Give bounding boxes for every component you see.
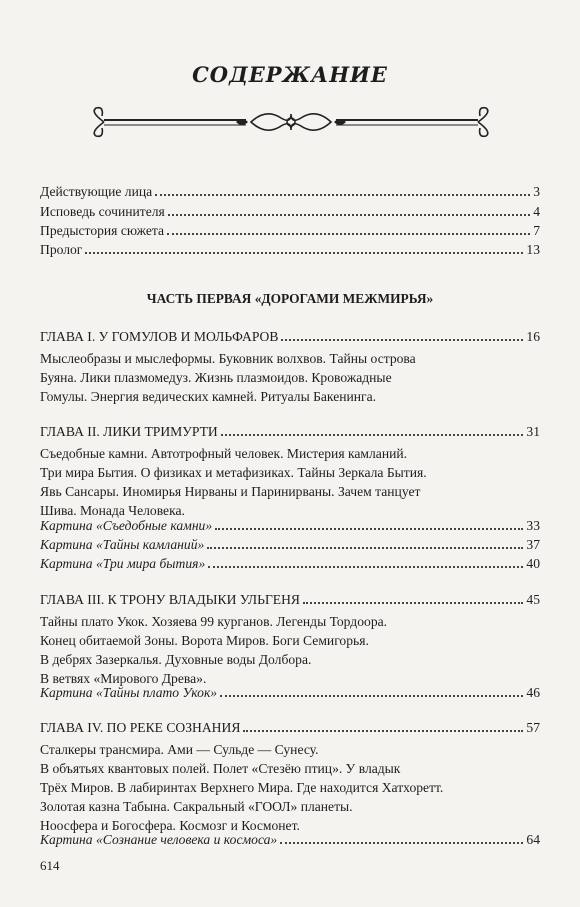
desc-line: Золотая казна Табына. Сакральный «ГООЛ» планеты. (40, 799, 353, 814)
desc-line: Три мира Бытия. О физиках и метафизиках. Тайны Зеркала Бытия. (40, 465, 427, 480)
chapter-page: 16 (526, 329, 540, 344)
chapter-description (40, 349, 550, 406)
toc-picture-consciousness[interactable] (40, 828, 540, 848)
toc-picture-three-worlds[interactable] (40, 552, 540, 572)
toc-chapter-1[interactable] (40, 325, 540, 345)
picture-page: 40 (526, 556, 540, 571)
desc-line: В дебрях Зазеркалья. Духовные воды Долбора. (40, 652, 312, 667)
chapter-heading: ГЛАВА II. ЛИКИ ТРИМУРТИ (40, 424, 218, 439)
desc-line: Сталкеры трансмира. Ами — Сульде — Сунесу. (40, 742, 319, 757)
page-title: СОДЕРЖАНИЕ (192, 62, 388, 87)
leader-dots (207, 547, 523, 549)
picture-label: Картина «Тайны камланий» (40, 537, 205, 552)
picture-page: 33 (526, 518, 540, 533)
leader-dots (168, 214, 530, 216)
toc-entry-backstory[interactable] (40, 219, 540, 239)
chapter-page: 31 (526, 424, 540, 439)
desc-line: Гомулы. Энергия ведических камней. Ритуалы Бакенинга. (40, 389, 377, 404)
toc-picture-ukok[interactable] (40, 681, 540, 701)
picture-label: Картина «Тайны плато Укок» (40, 685, 218, 700)
leader-dots (280, 842, 523, 844)
toc-entry-page: 4 (533, 204, 540, 219)
chapter-description (40, 740, 550, 835)
leader-dots (167, 233, 530, 235)
toc-entry-label: Исповедь сочинителя (40, 204, 165, 219)
desc-line: В ветвях «Мирового Древа». (40, 671, 207, 686)
toc-picture-kamlaniy[interactable] (40, 533, 540, 553)
chapter-heading: ГЛАВА IV. ПО РЕКЕ СОЗНАНИЯ (40, 720, 241, 735)
page-number: 614 (40, 858, 60, 873)
leader-dots (243, 730, 523, 732)
picture-page: 64 (526, 832, 540, 847)
leader-dots (303, 602, 523, 604)
toc-entry-characters[interactable] (40, 180, 540, 200)
toc-entry-page: 7 (533, 223, 540, 238)
toc-picture-edible-stones[interactable] (40, 514, 540, 534)
toc-entry-page: 3 (533, 184, 540, 199)
toc-chapter-3[interactable] (40, 588, 540, 608)
desc-line: Шива. Монада Человека. (40, 503, 185, 518)
toc-entry-label: Предыстория сюжета (40, 223, 165, 238)
leader-dots (281, 339, 523, 341)
picture-page: 46 (526, 685, 540, 700)
chapter-heading: ГЛАВА I. У ГОМУЛОВ И МОЛЬФАРОВ (40, 329, 279, 344)
desc-line: Ноосфера и Богосфера. Космозг и Космонет. (40, 818, 300, 833)
chapter-heading: ГЛАВА III. К ТРОНУ ВЛАДЫКИ УЛЬГЕНЯ (40, 592, 300, 607)
leader-dots (85, 252, 523, 254)
toc-entry-label: Пролог (40, 242, 83, 257)
desc-line: Явь Сансары. Иномирья Нирваны и Паринирваны. Зачем танцует (40, 484, 421, 499)
toc-entry-prologue[interactable] (40, 238, 540, 258)
ornament-divider-icon (86, 104, 496, 140)
desc-line: Буяна. Лики плазмомедуз. Жизнь плазмоидов. Кровожадные (40, 370, 392, 385)
desc-line: В объятьях квантовых полей. Полет «Стезёю птиц». У владык (40, 761, 401, 776)
leader-dots (220, 695, 523, 697)
toc-entry-label: Действующие лица (40, 184, 153, 199)
leader-dots (221, 434, 524, 436)
picture-page: 37 (526, 537, 540, 552)
picture-label: Картина «Три мира бытия» (40, 556, 206, 571)
chapter-page: 57 (526, 720, 540, 735)
leader-dots (155, 194, 530, 196)
toc-entry-page: 13 (526, 242, 540, 257)
picture-label: Картина «Сознание человека и космоса» (40, 832, 278, 847)
toc-chapter-4[interactable] (40, 716, 540, 736)
picture-label: Картина «Съедобные камни» (40, 518, 213, 533)
desc-line: Съедобные камни. Автотрофный человек. Мистерия камланий. (40, 446, 408, 461)
chapter-description (40, 444, 550, 520)
leader-dots (215, 528, 523, 530)
leader-dots (208, 566, 523, 568)
chapter-description (40, 612, 550, 688)
toc-entry-confession[interactable] (40, 200, 540, 220)
toc-chapter-2[interactable] (40, 420, 540, 440)
chapter-page: 45 (526, 592, 540, 607)
desc-line: Мыслеобразы и мыслеформы. Буковник волхвов. Тайны острова (40, 351, 416, 366)
desc-line: Тайны плато Укок. Хозяева 99 курганов. Легенды Тордоора. (40, 614, 388, 629)
desc-line: Конец обитаемой Зоны. Ворота Миров. Боги Семигорья. (40, 633, 369, 648)
part-title: ЧАСТЬ ПЕРВАЯ «ДОРОГАМИ МЕЖМИРЬЯ» (146, 291, 434, 306)
desc-line: Трёх Миров. В лабиринтах Верхнего Мира. Где находится Хатхоретт. (40, 780, 444, 795)
